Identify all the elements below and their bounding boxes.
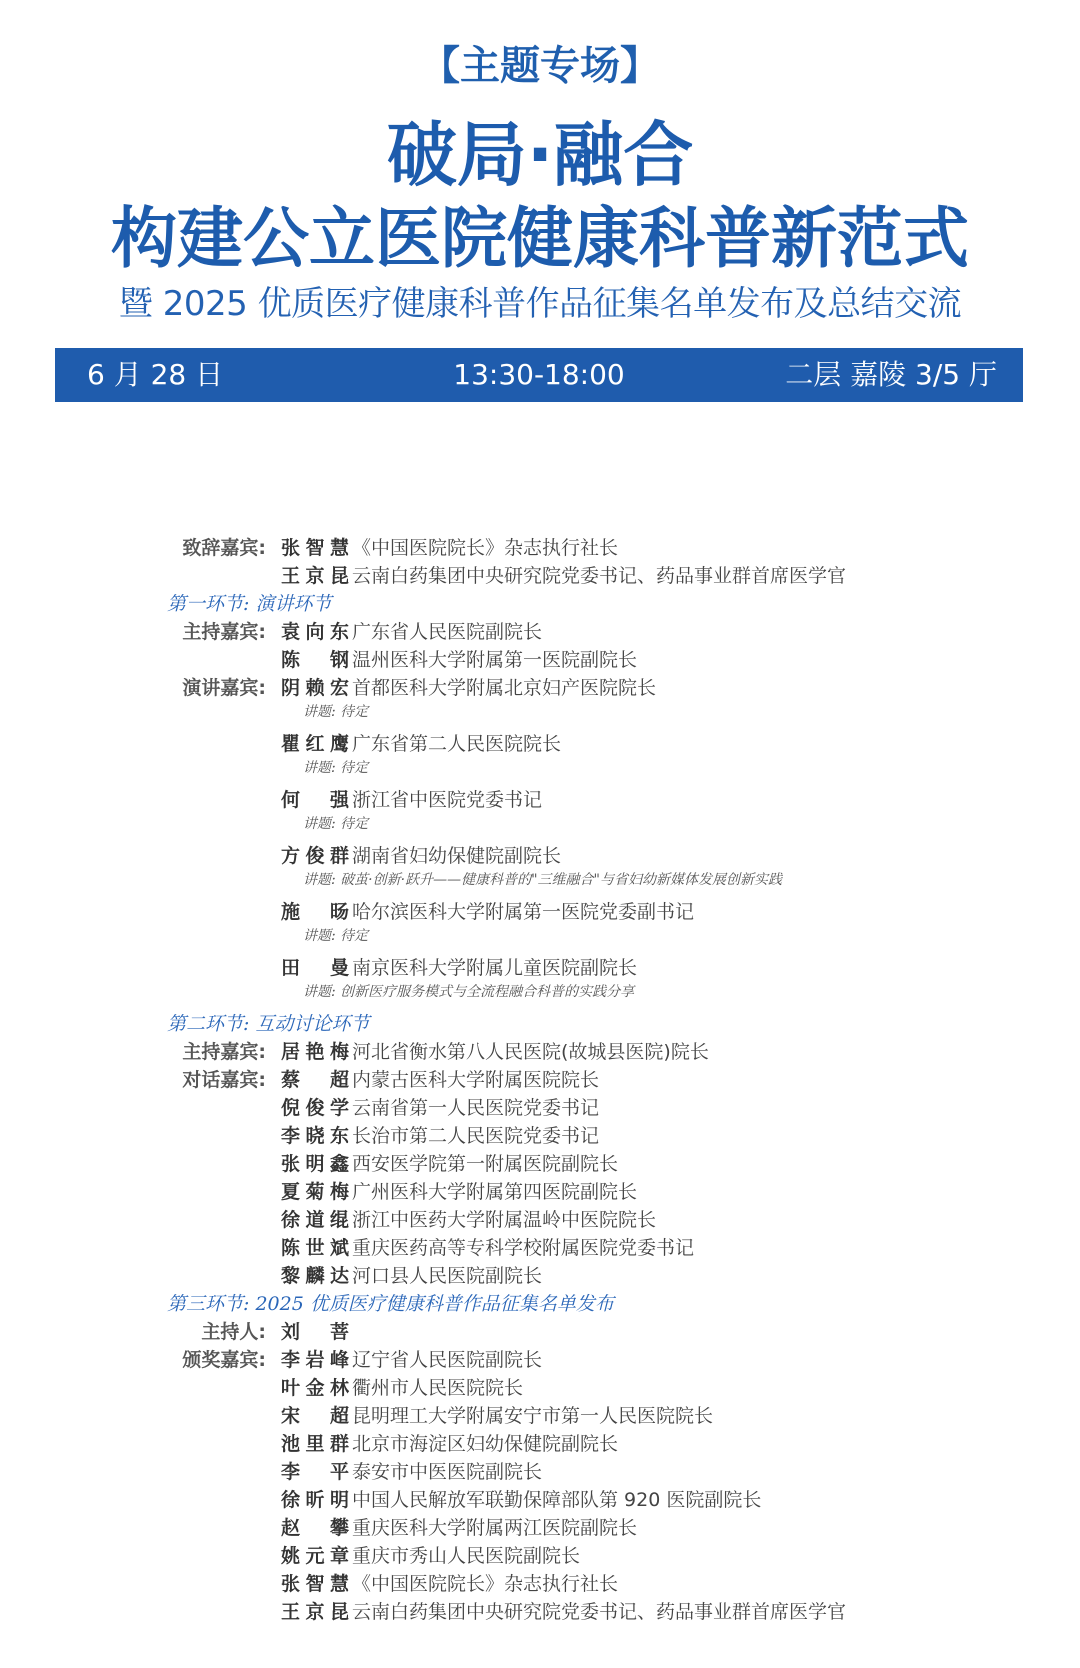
guest-role: 颁奖嘉宾:: [182, 1349, 266, 1371]
guest-title: 北京市海淀区妇幼保健院副院长: [352, 1433, 619, 1455]
guest-title: 哈尔滨医科大学附属第一医院党委副书记: [352, 901, 695, 923]
guest-name: 夏菊梅: [281, 1181, 349, 1203]
title-line-2: 构建公立医院健康科普新范式: [111, 200, 969, 277]
title-line-1: 破局·融合: [386, 114, 694, 196]
section-heading: 第三环节: 2025 优质医疗健康科普作品征集名单发布: [167, 1293, 614, 1315]
guest-title: 广东省人民医院副院长: [352, 621, 543, 643]
guest-name: 张明鑫: [281, 1153, 349, 1175]
guest-name: 张智慧: [281, 537, 349, 559]
guest-title: 重庆市秀山人民医院副院长: [352, 1545, 581, 1567]
guest-title: 中国人民解放军联勤保障部队第 920 医院副院长: [352, 1489, 762, 1511]
guest-title: 昆明理工大学附属安宁市第一人民医院院长: [352, 1405, 714, 1427]
guest-title: 南京医科大学附属儿童医院副院长: [352, 957, 638, 979]
guest-name: 陈钢: [281, 649, 349, 671]
guest-role: 主持人:: [201, 1321, 266, 1343]
guest-name: 蔡超: [281, 1069, 349, 1091]
guest-title: 云南省第一人民医院党委书记: [352, 1097, 600, 1119]
guest-name: 田曼: [281, 957, 349, 979]
guest-title: 浙江省中医院党委书记: [352, 789, 543, 811]
section-heading: 第一环节: 演讲环节: [167, 593, 332, 615]
guest-role: 主持嘉宾:: [182, 1041, 266, 1063]
guest-title: 《中国医院院长》杂志执行社长: [352, 537, 619, 559]
guest-name: 黎麟达: [281, 1265, 349, 1287]
session-tag: 【主题专场】: [420, 43, 660, 89]
talk-topic: 讲题: 破茧·创新·跃升——健康科普的"三维融合"与省妇幼新媒体发展创新实践: [303, 872, 782, 888]
guest-title: 河口县人民医院副院长: [352, 1265, 543, 1287]
session-date: 6 月 28 日: [87, 358, 224, 391]
guest-title: 浙江中医药大学附属温岭中医院院长: [352, 1209, 657, 1231]
guest-title: 西安医学院第一附属医院副院长: [352, 1153, 619, 1175]
guest-title: 《中国医院院长》杂志执行社长: [352, 1573, 619, 1595]
session-time: 13:30-18:00: [453, 358, 625, 391]
guest-name: 宋超: [281, 1405, 349, 1427]
guest-title: 河北省衡水第八人民医院(故城县医院)院长: [352, 1041, 709, 1063]
guest-name: 陈世斌: [281, 1237, 349, 1259]
guest-title: 长治市第二人民医院党委书记: [352, 1125, 600, 1147]
guest-name: 张智慧: [281, 1573, 349, 1595]
guest-name: 李平: [281, 1461, 349, 1483]
guest-title: 广东省第二人民医院院长: [352, 733, 562, 755]
guest-title: 首都医科大学附属北京妇产医院院长: [352, 677, 657, 699]
guest-title: 湖南省妇幼保健院副院长: [352, 845, 562, 867]
guest-name: 徐道绲: [281, 1209, 349, 1231]
guest-name: 刘菩: [281, 1321, 349, 1343]
guest-role: 致辞嘉宾:: [182, 537, 266, 559]
guest-role: 主持嘉宾:: [182, 621, 266, 643]
guest-title: 云南白药集团中央研究院党委书记、药品事业群首席医学官: [352, 1601, 847, 1623]
guest-title: 重庆医药高等专科学校附属医院党委书记: [352, 1237, 695, 1259]
guest-name: 瞿红鹰: [281, 733, 349, 755]
guest-name: 李岩峰: [281, 1349, 349, 1371]
session-venue: 二层 嘉陵 3/5 厅: [785, 358, 997, 391]
guest-name: 倪俊学: [281, 1097, 349, 1119]
talk-topic: 讲题: 待定: [303, 704, 369, 720]
guest-title: 泰安市中医医院副院长: [352, 1461, 543, 1483]
guest-title: 衢州市人民医院院长: [352, 1377, 524, 1399]
guest-name: 居艳梅: [281, 1041, 349, 1063]
info-bar: [55, 348, 1023, 402]
talk-topic: 讲题: 待定: [303, 816, 369, 832]
guest-title: 辽宁省人民医院副院长: [352, 1349, 543, 1371]
guest-title: 内蒙古医科大学附属医院院长: [352, 1069, 600, 1091]
guest-title: 重庆医科大学附属两江医院副院长: [352, 1517, 638, 1539]
guest-name: 李晓东: [281, 1125, 349, 1147]
guest-name: 施旸: [281, 901, 349, 923]
guest-name: 徐昕明: [281, 1489, 349, 1511]
guest-name: 王京昆: [281, 565, 349, 587]
guest-name: 姚元章: [281, 1545, 349, 1567]
guest-title: 温州医科大学附属第一医院副院长: [352, 649, 638, 671]
guest-name: 方俊群: [281, 845, 349, 867]
talk-topic: 讲题: 待定: [303, 928, 369, 944]
guest-role: 演讲嘉宾:: [182, 677, 266, 699]
guest-role: 对话嘉宾:: [182, 1069, 266, 1091]
guest-name: 何强: [281, 789, 349, 811]
section-heading: 第二环节: 互动讨论环节: [167, 1013, 370, 1035]
guest-title: 云南白药集团中央研究院党委书记、药品事业群首席医学官: [352, 565, 847, 587]
guest-title: 广州医科大学附属第四医院副院长: [352, 1181, 638, 1203]
talk-topic: 讲题: 待定: [303, 760, 369, 776]
guest-name: 王京昆: [281, 1601, 349, 1623]
talk-topic: 讲题: 创新医疗服务模式与全流程融合科普的实践分享: [303, 984, 635, 1000]
guest-name: 袁向东: [281, 621, 349, 643]
guest-name: 赵攀: [281, 1517, 349, 1539]
subtitle: 暨 2025 优质医疗健康科普作品征集名单发布及总结交流: [118, 284, 962, 324]
guest-name: 池里群: [281, 1433, 349, 1455]
guest-name: 阴赖宏: [281, 677, 349, 699]
guest-name: 叶金林: [281, 1377, 349, 1399]
